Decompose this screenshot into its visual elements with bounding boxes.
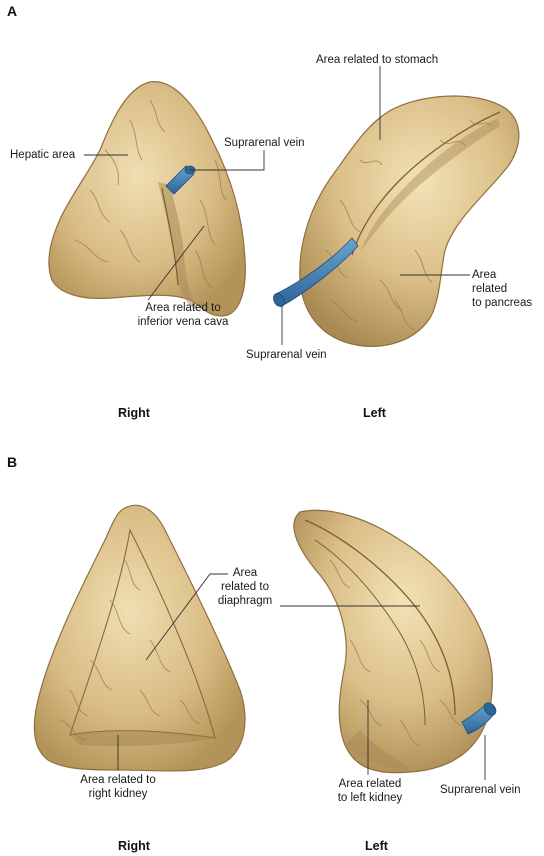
label-diaphragm-line3: diaphragm (217, 595, 273, 607)
side-label-b-right: Right (118, 839, 150, 853)
label-left-kidney-line1: Area related (338, 778, 402, 790)
label-pancreas-line1: Area (472, 269, 497, 281)
label-left-kidney-line2: to left kidney (337, 792, 403, 804)
side-label-a-right: Right (118, 406, 150, 420)
label-suprarenal-vein-a-left: Suprarenal vein (246, 349, 327, 361)
label-pancreas-line2: related (472, 283, 508, 295)
gland-body (49, 82, 246, 316)
label-left-kidney (324, 777, 416, 805)
label-pancreas (472, 268, 532, 310)
label-diaphragm-line1: Area (232, 567, 258, 579)
label-stomach: Area related to stomach (316, 54, 439, 66)
label-right-kidney-line2: right kidney (88, 788, 148, 800)
side-label-b-left: Left (365, 839, 388, 853)
label-diaphragm (212, 566, 278, 608)
label-right-kidney-line1: Area related to (80, 774, 156, 786)
label-hepatic-area: Hepatic area (10, 149, 76, 161)
label-suprarenal-vein-a-right: Suprarenal vein (224, 137, 305, 149)
panel-b-left-gland (294, 510, 498, 772)
panel-a-letter: A (7, 3, 18, 19)
label-pancreas-line3: to pancreas (472, 297, 533, 309)
label-ivc (128, 301, 238, 329)
label-diaphragm-line2: related to (221, 581, 269, 593)
label-ivc-line2: inferior vena cava (137, 316, 229, 328)
label-ivc-line1: Area related to (145, 302, 221, 314)
label-suprarenal-vein-b: Suprarenal vein (440, 784, 521, 796)
gland-body (294, 510, 492, 772)
label-right-kidney (66, 773, 170, 801)
side-label-a-left: Left (363, 406, 386, 420)
panel-b-letter: B (7, 454, 18, 470)
panel-b-right-gland (34, 505, 245, 771)
panel-a-right-gland (49, 82, 246, 316)
